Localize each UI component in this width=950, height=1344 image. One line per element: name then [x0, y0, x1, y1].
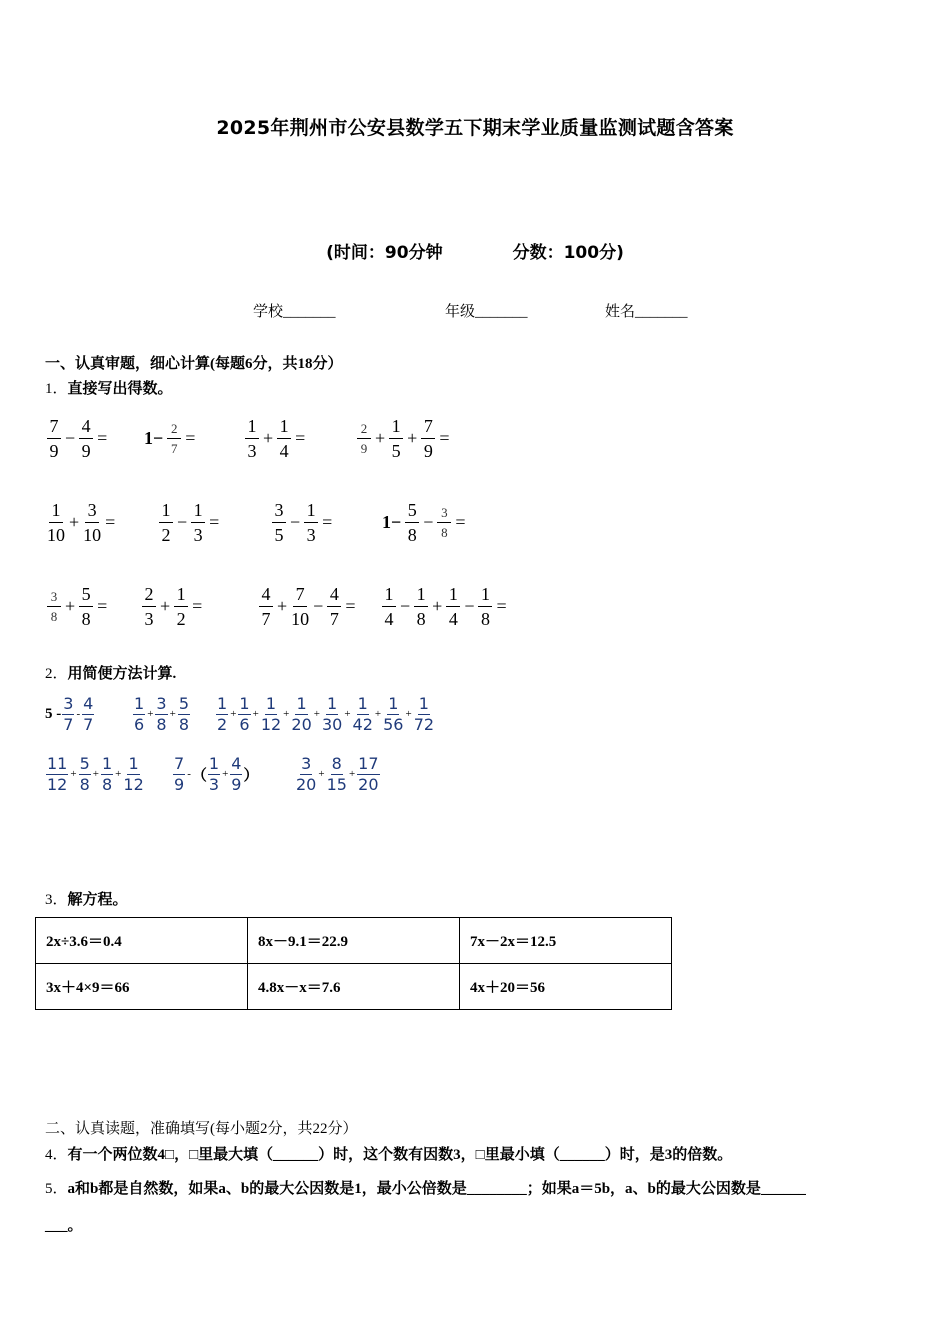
operator: =	[322, 511, 333, 532]
numerator: 1	[389, 417, 403, 439]
operator: =	[496, 595, 507, 616]
denominator: 10	[83, 524, 102, 545]
denominator: 8	[79, 774, 90, 794]
fraction	[383, 693, 404, 734]
denominator: 4	[448, 608, 458, 629]
fraction	[352, 693, 373, 734]
operator: =	[192, 595, 203, 616]
math-expression	[45, 690, 95, 738]
operator: =	[455, 511, 466, 532]
operator: +	[222, 768, 229, 780]
denominator: 6	[239, 714, 250, 734]
math-expression	[142, 412, 197, 464]
numerator: 5	[178, 693, 189, 713]
operator: +	[69, 511, 80, 532]
numerator: 8	[331, 753, 342, 773]
operator: +	[375, 427, 386, 448]
math-expression	[45, 496, 117, 548]
numerator: 1	[245, 417, 259, 439]
math-expression	[157, 496, 221, 548]
math-expression	[45, 580, 109, 632]
math-expression	[380, 496, 468, 548]
numerator: 1	[174, 585, 188, 607]
fraction	[167, 422, 181, 455]
operator: −	[400, 595, 411, 616]
denominator: 2	[217, 714, 228, 734]
operator: +	[344, 708, 351, 720]
fraction	[46, 753, 68, 794]
denominator: 9	[81, 440, 91, 461]
operator: +	[115, 768, 122, 780]
numerator: 1	[128, 753, 139, 773]
fraction	[272, 501, 286, 544]
fraction	[83, 501, 101, 544]
fraction	[304, 501, 318, 544]
math-expression	[45, 750, 145, 798]
operator: =	[295, 427, 306, 448]
numerator: 1	[478, 585, 492, 607]
equation-cell: 3x＋4×9＝66	[36, 964, 248, 1010]
fraction	[291, 693, 312, 734]
fraction	[142, 585, 156, 628]
denominator: 7	[261, 608, 271, 629]
fraction	[133, 693, 145, 734]
fraction	[47, 417, 61, 460]
denominator: 12	[123, 774, 144, 794]
operator: −	[464, 595, 475, 616]
numerator: 3	[272, 501, 286, 523]
fraction	[296, 753, 317, 794]
denominator: 5	[391, 440, 401, 461]
operator: +	[374, 708, 382, 720]
numerator: 4	[79, 417, 93, 439]
fraction	[230, 753, 242, 794]
expression-text: 5 -	[45, 705, 62, 722]
denominator: 8	[407, 524, 417, 545]
question-text: a和b都是自然数，如果a、b的最大公因数是1，最小公倍数是________；如果a＝5b，a、b的最大公因数是______	[67, 1181, 806, 1197]
operator: −	[313, 595, 324, 616]
exam-time: (时间：90分钟	[326, 243, 443, 263]
question-text: ___。	[45, 1218, 83, 1234]
fraction	[326, 753, 347, 794]
fraction	[159, 501, 173, 544]
operator: +	[252, 708, 259, 720]
numerator: 3	[63, 693, 74, 713]
fraction	[178, 693, 190, 734]
fraction	[414, 585, 428, 628]
exam-info	[0, 238, 950, 263]
operator: =	[105, 511, 116, 532]
fraction	[389, 417, 403, 460]
grade-field[interactable]: 年级_______	[445, 304, 528, 320]
numerator: 3	[437, 506, 451, 523]
operator: =	[345, 595, 356, 616]
operator: +	[230, 708, 237, 720]
denominator: 9	[49, 440, 59, 461]
fraction	[321, 693, 343, 734]
denominator: 42	[352, 714, 373, 734]
numerator: 1	[357, 693, 368, 713]
operator: =	[97, 595, 108, 616]
fraction	[101, 753, 113, 794]
numerator: 3	[301, 753, 312, 773]
denominator: 12	[47, 774, 68, 794]
question-5-continued	[45, 1214, 83, 1235]
question-number: 4．	[45, 1147, 68, 1163]
fraction	[62, 693, 74, 734]
math-expression	[172, 750, 258, 798]
operator: +	[283, 708, 290, 720]
numerator: 1	[265, 693, 277, 713]
numerator: 1	[101, 753, 113, 773]
table-row	[36, 918, 672, 964]
question-text: 直接写出得数。	[67, 381, 173, 397]
numerator: 1	[159, 501, 173, 523]
denominator: 56	[383, 714, 404, 734]
fraction	[277, 417, 291, 460]
numerator: 1	[49, 501, 63, 523]
denominator: 20	[291, 714, 312, 734]
equation-cell: 2x÷3.6＝0.4	[36, 918, 248, 964]
fraction	[47, 501, 65, 544]
denominator: 72	[413, 714, 435, 734]
equation-cell: 4x＋20＝56	[460, 964, 672, 1010]
operator: +	[70, 768, 77, 780]
denominator: 15	[326, 774, 347, 794]
denominator: 3	[306, 524, 316, 545]
numerator: 1	[304, 501, 318, 523]
fraction	[421, 417, 435, 460]
numerator: 1	[217, 693, 228, 713]
math-expression	[380, 580, 509, 632]
operator: −	[423, 511, 434, 532]
numerator: 1	[208, 753, 220, 773]
fraction	[191, 501, 205, 544]
denominator: 6	[134, 714, 145, 734]
operator: +	[92, 768, 99, 780]
denominator: 7	[83, 714, 94, 734]
operator: −	[65, 427, 76, 448]
operator: +	[169, 708, 176, 720]
fraction	[478, 585, 492, 628]
numerator: 5	[79, 753, 90, 773]
denominator: 8	[441, 524, 448, 540]
numerator: 1	[191, 501, 205, 523]
equation-cell: 7x－2x＝12.5	[460, 918, 672, 964]
fraction	[208, 753, 220, 794]
name-field[interactable]: 姓名_______	[605, 304, 688, 320]
operator: +	[147, 708, 154, 720]
denominator: 9	[423, 440, 433, 461]
denominator: 3	[247, 440, 257, 461]
math-expression	[243, 412, 307, 464]
school-field[interactable]: 学校_______	[253, 304, 336, 320]
denominator: 5	[274, 524, 284, 545]
numerator: 7	[293, 585, 307, 607]
exam-score: 分数：100分)	[512, 243, 624, 263]
numerator: 4	[83, 693, 94, 713]
denominator: 7	[63, 714, 74, 734]
page-title: 2025年荆州市公安县数学五下期末学业质量监测试题含答案	[216, 117, 734, 139]
denominator: 9	[174, 774, 185, 794]
fraction	[79, 417, 93, 460]
expression-text: 1−	[382, 511, 402, 532]
numerator: 7	[421, 417, 435, 439]
operator: =	[209, 511, 220, 532]
numerator: 2	[167, 422, 181, 439]
fraction	[155, 693, 167, 734]
denominator: 8	[416, 608, 426, 629]
numerator: 3	[85, 501, 99, 523]
question-text: 用简便方法计算.	[67, 666, 177, 682]
operator: -	[76, 708, 81, 720]
fraction	[259, 585, 273, 628]
fraction	[174, 585, 188, 628]
operator: −	[290, 511, 301, 532]
numerator: 1	[134, 693, 145, 713]
fraction	[216, 693, 228, 734]
denominator: 10	[291, 608, 310, 629]
denominator: 2	[176, 608, 186, 629]
equation-table	[35, 917, 672, 1010]
numerator: 17	[358, 753, 379, 773]
numerator: 5	[405, 501, 419, 523]
fraction	[357, 753, 379, 794]
expression-text: （	[191, 767, 207, 784]
numerator: 2	[357, 422, 371, 439]
operator: +	[263, 427, 274, 448]
denominator: 20	[358, 774, 379, 794]
section1-heading: 一、认真审题，细心计算(每题6分，共18分）	[45, 356, 343, 372]
denominator: 2	[161, 524, 171, 545]
denominator: 20	[296, 774, 317, 794]
numerator: 1	[382, 585, 396, 607]
expression-text: 1−	[144, 427, 164, 448]
fraction	[327, 585, 341, 628]
operator: +	[432, 595, 443, 616]
numerator: 1	[277, 417, 291, 439]
numerator: 4	[259, 585, 273, 607]
denominator: 7	[171, 440, 178, 456]
question-number: 5．	[45, 1181, 68, 1197]
fraction	[437, 506, 451, 539]
numerator: 4	[327, 585, 341, 607]
operator: =	[439, 427, 450, 448]
question-number: 2．	[45, 666, 68, 682]
question-2	[45, 662, 176, 683]
operator: +	[407, 427, 418, 448]
question-3	[45, 888, 128, 909]
question-4	[45, 1143, 732, 1164]
operator: +	[405, 708, 412, 720]
denominator: 30	[321, 714, 343, 734]
numerator: 1	[414, 585, 428, 607]
denominator: 9	[231, 774, 242, 794]
operator: +	[348, 768, 356, 780]
operator: =	[97, 427, 108, 448]
math-expression	[140, 580, 204, 632]
numerator: 7	[174, 753, 185, 773]
fraction	[357, 422, 371, 455]
fraction	[413, 693, 435, 734]
denominator: 8	[178, 714, 189, 734]
numerator: 2	[142, 585, 156, 607]
equation-cell: 8x－9.1＝22.9	[248, 918, 460, 964]
fraction	[238, 693, 250, 734]
fraction	[382, 585, 396, 628]
table-row	[36, 964, 672, 1010]
numerator: 3	[47, 590, 61, 607]
numerator: 1	[239, 693, 250, 713]
numerator: 1	[418, 693, 429, 713]
numerator: 1	[296, 693, 307, 713]
fraction	[47, 590, 61, 623]
fraction	[79, 585, 93, 628]
denominator: 8	[81, 608, 91, 629]
numerator: 7	[47, 417, 61, 439]
question-5	[45, 1177, 806, 1198]
math-expression	[295, 750, 381, 798]
fraction	[173, 753, 185, 794]
math-expression	[257, 580, 357, 632]
denominator: 8	[156, 714, 167, 734]
numerator: 5	[79, 585, 93, 607]
operator: +	[160, 595, 171, 616]
math-expression	[270, 496, 334, 548]
operator: +	[277, 595, 288, 616]
denominator: 8	[101, 774, 113, 794]
fraction	[405, 501, 419, 544]
denominator: 10	[47, 524, 65, 545]
denominator: 8	[50, 608, 58, 624]
question-number: 1．	[45, 381, 68, 397]
fraction	[245, 417, 259, 460]
fraction	[82, 693, 94, 734]
numerator: 1	[388, 693, 399, 713]
math-expression	[355, 412, 451, 464]
denominator: 9	[360, 440, 368, 456]
fraction	[446, 585, 460, 628]
fraction	[79, 753, 91, 794]
fraction	[123, 753, 144, 794]
fraction	[260, 693, 282, 734]
denominator: 3	[208, 774, 220, 794]
question-text: 解方程。	[67, 892, 128, 908]
operator: −	[177, 511, 188, 532]
numerator: 1	[446, 585, 460, 607]
operator: -	[187, 768, 191, 780]
denominator: 3	[144, 608, 154, 629]
math-expression	[45, 412, 109, 464]
operator: =	[185, 427, 196, 448]
numerator: 1	[327, 693, 338, 713]
expression-text: ）	[243, 767, 259, 784]
denominator: 4	[279, 440, 289, 461]
math-expression	[215, 690, 435, 738]
math-expression	[132, 690, 191, 738]
question-text: 有一个两位数4□，□里最大填（______）时，这个数有因数3，□里最小填（______）时，是3的倍数。	[67, 1147, 733, 1163]
fraction	[291, 585, 309, 628]
section2-heading: 二、认真读题，准确填写(每小题2分，共22分）	[45, 1121, 358, 1137]
denominator: 7	[329, 608, 339, 629]
numerator: 11	[47, 753, 68, 773]
denominator: 8	[480, 608, 490, 629]
equation-cell: 4.8x－x＝7.6	[248, 964, 460, 1010]
denominator: 12	[260, 714, 282, 734]
question-number: 3．	[45, 892, 68, 908]
numerator: 4	[231, 753, 242, 773]
operator: +	[318, 768, 325, 780]
numerator: 3	[156, 693, 167, 713]
operator: +	[65, 595, 76, 616]
denominator: 4	[384, 608, 394, 629]
question-1	[45, 377, 173, 398]
denominator: 3	[193, 524, 203, 545]
operator: +	[313, 708, 320, 720]
